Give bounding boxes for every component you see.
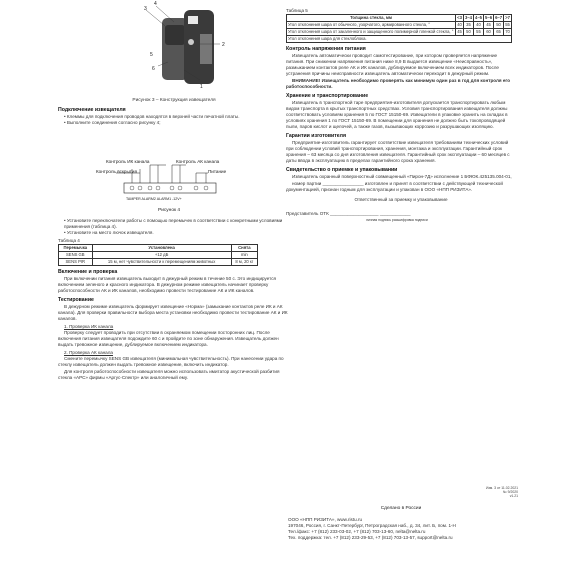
testing-final: Для контроля работоспособности извещателя можно использовать имитатор акустической разбития стекла «АРС» фирмы «Аргус-Спектр» или аналогичный ему.	[58, 369, 280, 380]
terminal-labels: TAMPER ALARM2 ALARM1 -12V+	[126, 197, 182, 201]
company-support: Тех. поддержка: тел. +7 (812) 233-29-53, +7 (812) 703-13-57, support@nelta.ru	[288, 535, 453, 540]
table4-cell: SENS PIR	[59, 259, 93, 266]
table5-cell: 55	[473, 29, 483, 36]
table5-header: 6–7	[495, 15, 503, 20]
table-row	[287, 36, 512, 43]
table5-cell: 40	[457, 22, 462, 27]
table5-cell: 50	[494, 22, 504, 29]
device-callout-2: 2	[222, 42, 225, 48]
left-column	[58, 96, 290, 126]
ik-channel-label: Контроль ИК канала	[106, 159, 150, 164]
wiring-diagram	[96, 155, 246, 215]
device-lens	[165, 25, 185, 45]
table4-header: Установлена	[92, 245, 231, 252]
table5-header: <3	[457, 15, 462, 20]
table4-header: Снята	[231, 245, 257, 252]
voltage-heading: Контроль напряжения питания	[286, 46, 366, 52]
company-address: 197046, Россия, г. Санкт-Петербург, Петроградская наб., д. 34, лит. Б, пом. 1-Н	[288, 523, 456, 528]
table4-cell: 15 м, нет чувствительности к перемещениям животных	[92, 259, 231, 266]
doc-code: Изм. 3 от 11.02.2021	[485, 486, 518, 490]
table5-header: >7	[505, 15, 510, 20]
table5-cell: Угол отклонения шара от закаленного и защищенного полимерной пленкой стекла, °	[287, 29, 456, 36]
testing-heading: Тестирование	[58, 297, 94, 303]
power-label: Питание	[208, 169, 227, 174]
certificate-responsible: Ответственный за приемку и упаковывание	[354, 197, 448, 202]
table5-note: Угол отклонения шара для стеклоблока.	[287, 36, 512, 43]
table-row	[59, 259, 258, 266]
after-fig4-item: • Установите переключатели работы с помощью перемычек в соответствии с конкретными условиями применения (таблица 4).	[64, 218, 283, 229]
connect-heading: Подключение извещателя	[58, 107, 126, 113]
ak-check-text: Смените перемычку SENS GB извещателя (минимальная чувствительность). При нанесении удара по стеклу извещатель должен выдать тревожное извещение, включить индикатор.	[58, 356, 284, 367]
table4-cell: 8 м, 20 кг	[231, 259, 257, 266]
device-callout-5: 5	[150, 52, 153, 58]
table-row	[59, 252, 258, 259]
voltage-warning: ВНИМАНИЕ! Извещатель необходимо проверять как минимум один раз в год для контроля его работоспособности.	[286, 78, 511, 89]
company-name: ООО «НПП РИЗИТА», www.ristu.ru	[288, 517, 363, 522]
table4-cell: min	[231, 252, 257, 259]
device-construction-drawing	[140, 0, 235, 92]
table-row	[287, 29, 512, 36]
ik-check-title: 1. Проверка ИК канала	[64, 324, 114, 329]
power-heading: Включение и проверка	[58, 269, 118, 275]
company-footer	[288, 517, 518, 541]
testing-text: В дежурном режиме извещатель формирует извещение «Норма» (замыкание контактов реле ИК и АК канала). Для проверки правильности выбора места установки необходимо провести тестирование АК и ИК каналов.	[58, 304, 288, 321]
table5-cell: 55	[505, 22, 510, 27]
doc-code: № 9/2020	[503, 490, 518, 494]
table5-title: Таблица 5	[286, 8, 308, 13]
figure4-caption: Рисунок 4	[158, 208, 181, 213]
voltage-text: Извещатель автоматически проводит самотестирование, при котором проверяется напряжение питания. При снижении напряжения питания ниже 8,9 В выдается извещение «Неисправность», размыканием контактов реле АК и ИК каналов, дублируемое включением всех индикаторов. После устранения причины неисправности извещатель автоматически переходит в дежурный режим.	[286, 53, 499, 76]
device-callout-3: 3	[144, 6, 147, 12]
table5	[286, 14, 512, 43]
table5-cell: 65	[494, 29, 504, 36]
table5-cell: 45	[484, 22, 494, 29]
table5-cell: 35	[463, 22, 473, 29]
connect-item: • Выполните соединения согласно рисунку 4;	[64, 120, 161, 125]
ik-check-text: Проверку следует проводить при отсутствии в охраняемом помещении посторонних лиц. После включения питания извещателя подождите 60 с и пройдите по зоне обнаружения. Извещатель должен выдать тревожное извещение, дублируемое включением индикатора.	[58, 330, 279, 347]
device-callout-1: 1	[200, 84, 203, 90]
signature-hint: личная подпись расшифровка подписи	[366, 218, 428, 222]
table5-header: 4–5	[475, 15, 482, 20]
table5-header: Толщина стекла, мм	[287, 15, 456, 22]
made-in: Сделано в России	[380, 506, 422, 511]
left-column-lower	[58, 218, 290, 382]
storage-text: Извещатель в транспортной таре предприятия-изготовителя допускается транспортировать любым видом транспорта в крытых транспортных средствах. Условия транспортирования извещателя должны соответствовать условиям хранения 5 по ГОСТ 15150-69. Извещатели в упаковке хранить на складах в условиях хранения 1 по ГОСТ 15150-69. В помещении для хранения не должно быть токопроводящей пыли, паров кислот и щелочей, а также газов, вызывающих коррозию и разрушающих изоляцию.	[286, 100, 508, 129]
table5-cell: Угол отклонения шара от обычного, узорчатого, армированного стекла, °	[287, 22, 456, 29]
table5-cell: 45	[457, 29, 462, 34]
right-column	[286, 8, 516, 223]
company-phone: Тел./факс: +7 (812) 233-03-02, +7 (812) 703-13-60, nelta@nelta.ru	[288, 529, 426, 534]
storage-heading: Хранение и транспортирование	[286, 93, 369, 99]
power-text: При включении питания извещатель выходит в дежурный режим в течение 50 с. Это индицируется включением зеленого и красного индикатора. В дежурном режиме извещатель начинает проверку работоспособности АК и ИК каналов, необходимо провести тестирование АК и ИК каналов.	[58, 276, 277, 293]
ak-channel-label: Контроль АК канала	[176, 159, 220, 164]
device-callout-6: 6	[152, 66, 155, 72]
after-fig4-item: • Установите на место лючок извещателя.	[64, 230, 154, 235]
tamper-label: Контроль вскрытия	[96, 169, 137, 174]
certificate-otk: Представитель ОТК ___________________ ____________	[286, 211, 411, 216]
certificate-line1: Извещатель охранный поверхностный совмещенный «Пирон-7Д» исполнение 1 БФЮК.425135.004-01,	[292, 174, 512, 179]
device-board-part	[188, 16, 198, 24]
ak-check-title: 2. Проверка АК канала	[64, 350, 113, 355]
table5-cell: 60	[484, 29, 494, 36]
table5-header: 5–6	[485, 15, 493, 20]
table4-cell: +12 дБ	[92, 252, 231, 259]
table4-title: Таблица 4	[58, 238, 80, 243]
figure3-caption: Рисунок 3 – Конструкция извещателя	[132, 98, 216, 103]
device-cover	[200, 34, 212, 64]
device-callout-4: 4	[154, 1, 157, 7]
doc-codes	[470, 486, 518, 498]
table4-header: Перемычка	[59, 245, 93, 252]
table5-cell: 70	[505, 29, 510, 34]
device-screw	[188, 39, 194, 45]
doc-code: v1.21	[509, 494, 518, 498]
table5-header: 3–4	[464, 15, 472, 20]
table5-cell: 50	[463, 29, 473, 36]
table-row	[287, 22, 512, 29]
table4-cell: SENS GB	[59, 252, 93, 259]
certificate-heading: Свидетельство о приемке и упаковывании	[286, 167, 398, 173]
connect-item: • Клеммы для подключения проводов находятся в верхней части печатной платы.	[64, 114, 240, 119]
table5-cell: 40	[473, 22, 483, 29]
warranty-text: Предприятие-изготовитель гарантирует соответствие извещателя требованиям технических условий при соблюдении условий транспортирования, хранения, монтажа и эксплуатации. Гарантийный срок хранения – 63 месяца со дня изготовления извещателя. Гарантийный срок эксплуатации – 60 месяцев с даты ввода в эксплуатацию в пределах гарантийного срока хранения.	[286, 140, 510, 163]
table4	[58, 244, 258, 266]
certificate-line2: номер партии ________________ изготовлен и принят в соответствии с действующей технической документацией, признан годным для эксплуатации и упакован в ООО «НПП РИЗИТА».	[286, 181, 503, 192]
warranty-heading: Гарантии изготовителя	[286, 133, 346, 139]
